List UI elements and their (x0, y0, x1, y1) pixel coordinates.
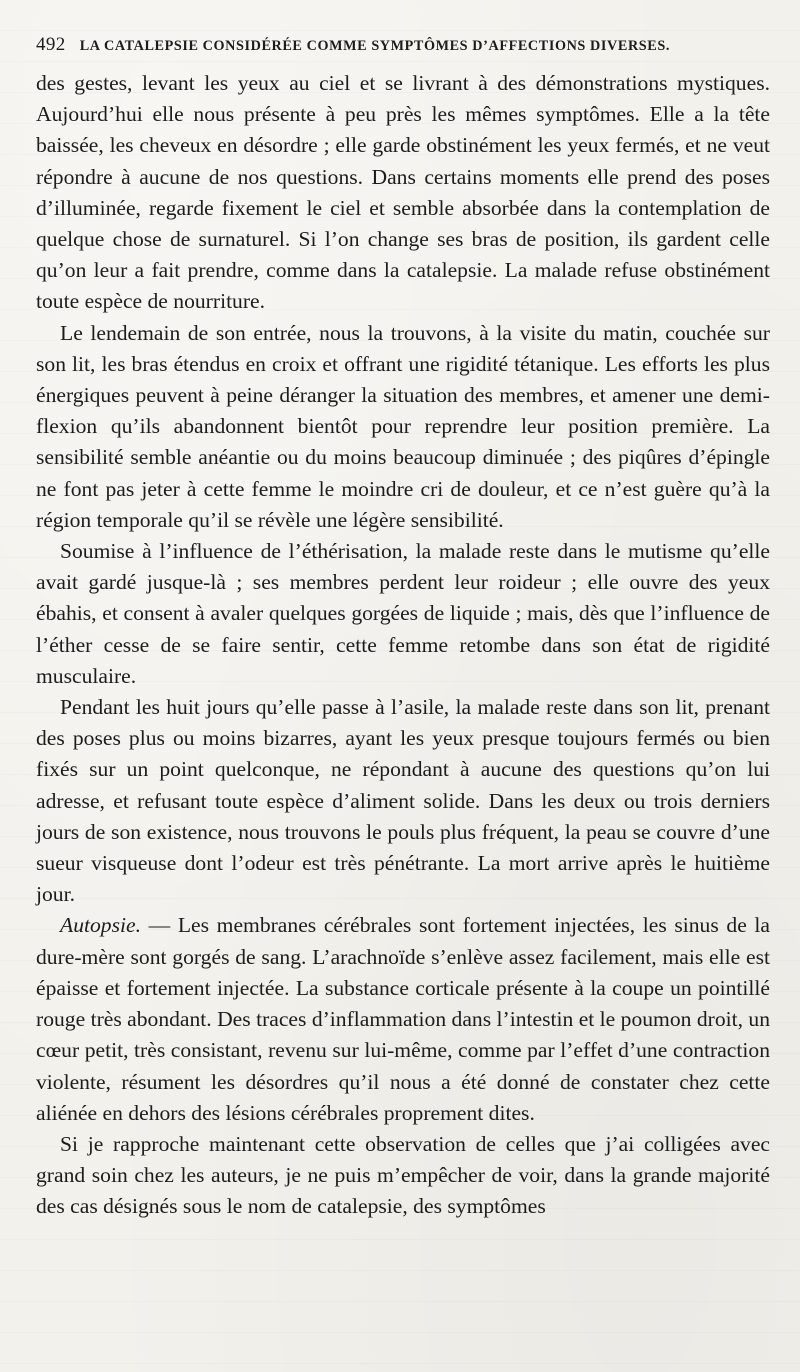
paragraph-text: Si je rapproche maintenant cette observation de celles que j’ai colligées avec grand soin chez les auteurs, je ne puis m’empêcher de voir, dans la grande majorité des cas désignés sous le nom de catalepsie, des symptômes (36, 1131, 770, 1219)
paragraph-autopsie (36, 910, 770, 1128)
paragraph-text: — Les membranes cérébrales sont fortement injectées, les sinus de la dure-mère sont gorgés de sang. L’arachnoïde s’enlève assez facilement, mais elle est épaisse et fortement injectée. La substance corticale présente à la coupe un pointillé rouge très abondant. Des traces d’inflammation dans l’intestin et le poumon droit, un cœur petit, très consistant, revenu sur lui-même, comme par l’effet d’une contraction violente, résument les désordres qu’il nous a été donné de constater chez cette aliénée en dehors des lésions cérébrales proprement dites. (36, 913, 771, 1125)
page-number: 492 (36, 34, 66, 55)
paragraph-lendemain (36, 318, 770, 536)
paragraph-text: Soumise à l’influence de l’éthérisation, la malade reste dans le mutisme qu’elle avait gardé jusque-là ; ses membres perdent leur roideur ; elle ouvre des yeux ébahis, et consent à avaler quelques gorgées de liquide ; mais, dès que l’influence de l’éther cesse de se faire sentir, cette femme retombe dans son état de rigidité musculaire. (36, 539, 770, 688)
paragraph-text: Le lendemain de son entrée, nous la trouvons, à la visite du matin, couchée sur son lit, les bras étendus en croix et offrant une rigidité tétanique. Les efforts les plus énergiques peuvent à peine déranger la situation des membres, et amener une demi-flexion qu’ils abandonnent bientôt pour reprendre leur position première. La sensibilité semble anéantie ou du moins beaucoup diminuée ; des piqûres d’épingle ne font pas jeter à cette femme le moindre cri de douleur, et ce n’est guère qu’à la région temporale qu’il se révèle une légère sensibilité. (36, 320, 770, 532)
running-head (36, 34, 770, 64)
paragraph-rapproche (36, 1129, 770, 1223)
paragraph-text: Pendant les huit jours qu’elle passe à l’asile, la malade reste dans son lit, prenant des poses plus ou moins bizarres, ayant les yeux presque toujours fermés ou bien fixés sur un point quelconque, ne répondant à aucune des questions qu’on lui adresse, et refusant toute espèce d’aliment solide. Dans les deux ou trois derniers jours de son existence, nous trouvons le pouls plus fréquent, la peau se couvre d’une sueur visqueuse dont l’odeur est très pénétrante. La mort arrive après le huitième jour. (36, 695, 770, 907)
running-head-title: LA CATALEPSIE CONSIDÉRÉE COMME SYMPTÔMES D’AFFECTIONS DIVERSES. (79, 38, 670, 54)
paragraph-text: des gestes, levant les yeux au ciel et se livrant à des démonstrations mystiques. Aujourd’hui elle nous présente à peu près les mêmes symptômes. Elle a la tête baissée, les cheveux en désordre ; elle garde obstinément les yeux fermés, et ne veut répondre à aucune de nos questions. Dans certains moments elle prend des poses d’illuminée, regarde fixement le ciel et semble absorbée dans la contemplation de quelque chose de surnaturel. Si l’on change ses bras de position, ils gardent celle qu’on leur a fait prendre, comme dans la catalepsie. La malade refuse obstinément toute espèce de nourriture. (36, 71, 770, 314)
body-text (36, 68, 770, 1223)
paragraph-continuation (36, 68, 770, 318)
paragraph-huit-jours (36, 692, 770, 910)
autopsie-heading: Autopsie. (60, 913, 141, 938)
paragraph-etherisation (36, 536, 770, 692)
